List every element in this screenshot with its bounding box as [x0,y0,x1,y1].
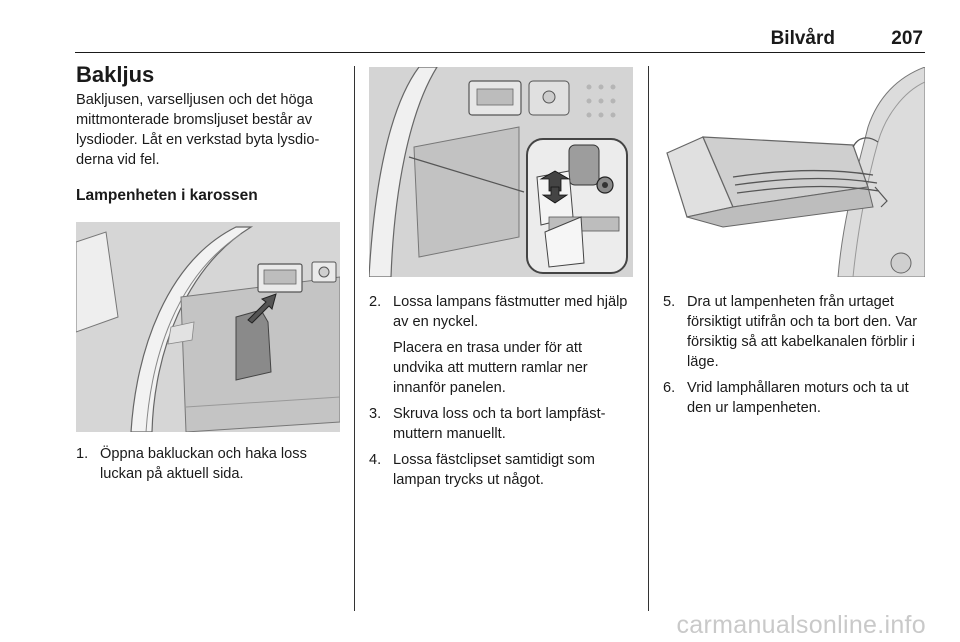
page-header [75,0,925,53]
intro-paragraph: Bakljusen, varselljusen och det höga mittmonterade bromsljuset består av lysdioder. Låt en verkstad byta lysdio-derna vid fel. [76,92,320,168]
list-item: 1. Öppna bakluckan och haka loss luckan på aktuell sida. [76,446,307,482]
section-title: Bilvård [770,28,835,49]
steps-list-col3 [663,292,927,418]
list-item: 4. Lossa fästclipset samtidigt som lampan trycks ut något. [369,452,595,488]
column-1 [76,60,340,490]
column-divider [648,66,649,611]
page-number: 207 [891,28,923,49]
list-item: 3. Skruva loss och ta bort lampfäst-muttern manuellt. [369,406,606,442]
list-item: 6. Vrid lamphållaren moturs och ta ut den ur lampenheten. [663,380,909,416]
section-heading: Bakljus [76,62,155,87]
list-item: 2. Lossa lampans fästmutter med hjälp av en nyckel. Placera en trasa under för att undvika att muttern ramlar ner innanför panelen. [369,294,628,396]
column-divider [354,66,355,611]
illustration-lamp-removal [663,67,925,277]
steps-list-col2 [369,292,633,490]
column-2 [369,67,633,496]
subheading: Lampenheten i karossen [76,187,258,204]
list-item: 5. Dra ut lampenheten från urtaget försiktigt utifrån och ta bort den. Var försiktig så att kabelkanalen förblir i läge. [663,294,918,370]
illustration-lamp-nut [369,67,633,277]
illustration-tailgate-panel [76,222,340,432]
steps-list-col1 [76,444,340,484]
watermark: carmanualsonline.info [676,611,926,639]
column-3 [663,67,927,424]
